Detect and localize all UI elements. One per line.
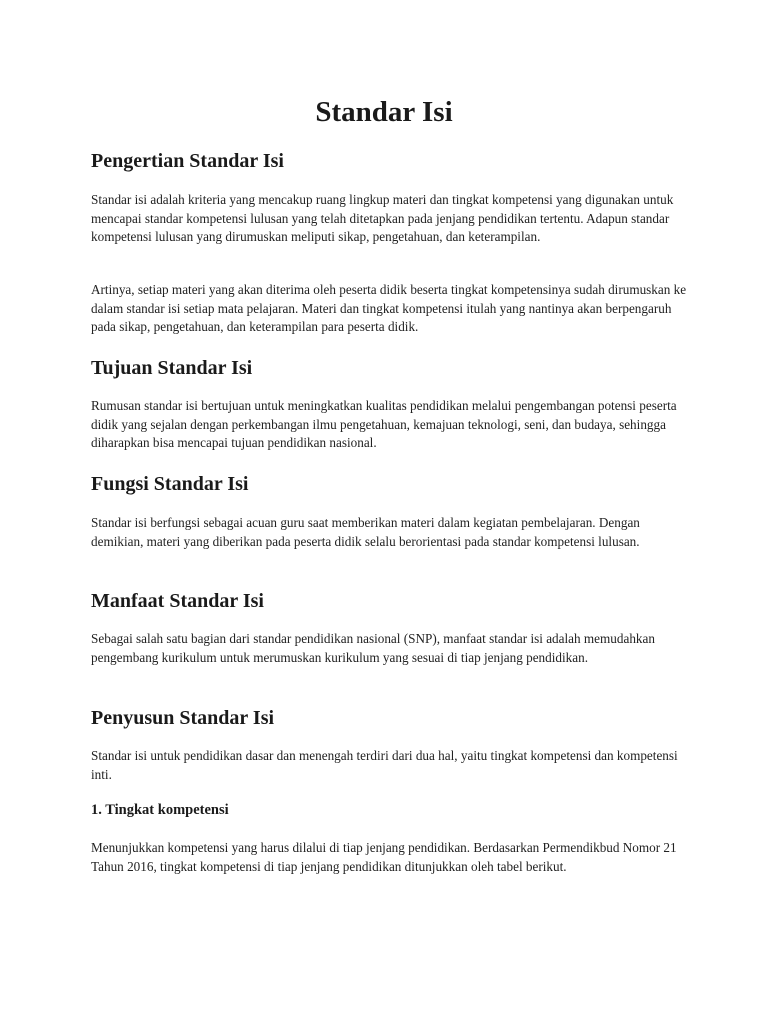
section-heading-pengertian: Pengertian Standar Isi bbox=[91, 150, 284, 172]
paragraph-tujuan: Rumusan standar isi bertujuan untuk meningkatkan kualitas pendidikan melalui pengembangan potensi peserta didik yang sejalan dengan perkembangan ilmu pengetahuan, kemajuan teknologi, seni, dan budaya, sehingga diharapkan bisa mencapai tujuan pendidikan nasional. bbox=[91, 398, 677, 451]
paragraph-fungsi: Standar isi berfungsi sebagai acuan guru saat memberikan materi dalam kegiatan pembelajaran. Dengan demikian, materi yang diberikan pada peserta didik selalu berorientasi pada standar kompetensi lulusan. bbox=[91, 515, 640, 549]
paragraph-penyusun: Standar isi untuk pendidikan dasar dan menengah terdiri dari dua hal, yaitu tingkat kompetensi dan kompetensi inti. bbox=[91, 748, 678, 782]
section-heading-manfaat: Manfaat Standar Isi bbox=[91, 590, 264, 612]
paragraph-pengertian-2: Artinya, setiap materi yang akan diterima oleh peserta didik beserta tingkat kompetensinya sudah dirumuskan ke dalam standar isi setiap mata pelajaran. Materi dan tingkat kompetensi itulah yang nantinya akan berpengaruh pada sikap, pengetahuan, dan keterampilan para peserta didik. bbox=[91, 282, 687, 335]
subsection-heading-tingkat-kompetensi: 1. Tingkat kompetensi bbox=[91, 802, 229, 818]
paragraph-manfaat: Sebagai salah satu bagian dari standar pendidikan nasional (SNP), manfaat standar isi adalah memudahkan pengembang kurikulum untuk merumuskan kurikulum yang sesuai di tiap jenjang pendidikan. bbox=[91, 631, 655, 665]
section-heading-tujuan: Tujuan Standar Isi bbox=[91, 357, 253, 379]
document-title: Standar Isi bbox=[315, 96, 453, 128]
section-heading-penyusun: Penyusun Standar Isi bbox=[91, 707, 275, 729]
section-heading-fungsi: Fungsi Standar Isi bbox=[91, 473, 249, 495]
paragraph-pengertian-1: Standar isi adalah kriteria yang mencakup ruang lingkup materi dan tingkat kompetensi yang digunakan untuk mencapai standar kompetensi lulusan yang telah ditetapkan pada jenjang pendidikan tertentu. Adapun standar kompetensi lulusan yang dirumuskan meliputi sikap, pengetahuan, dan keterampilan. bbox=[91, 192, 674, 245]
paragraph-tingkat-kompetensi: Menunjukkan kompetensi yang harus dilalui di tiap jenjang pendidikan. Berdasarkan Permendikbud Nomor 21 Tahun 2016, tingkat kompetensi di tiap jenjang pendidikan ditunjukkan oleh tabel berikut. bbox=[91, 840, 677, 874]
